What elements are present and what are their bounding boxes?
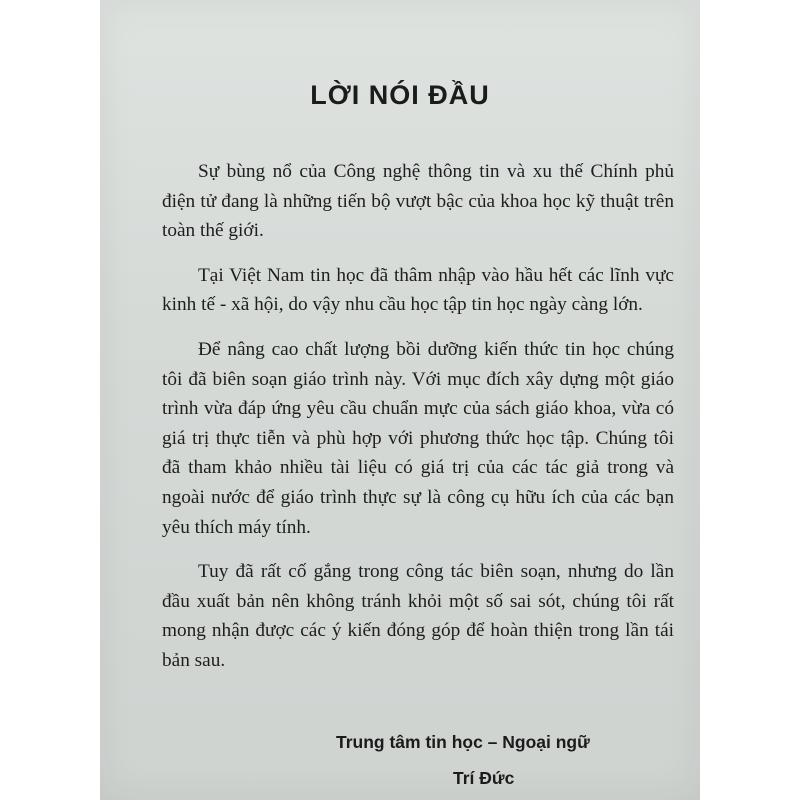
paragraph-4: Tuy đã rất cố gắng trong công tác biên soạn, nhưng do lần đầu xuất bản nên không tránh khỏi một số sai sót, chúng tôi rất mong nhận được các ý kiến đóng góp để hoàn thiện trong lần tái bản sau. — [162, 561, 674, 671]
paragraph-3: Để nâng cao chất lượng bồi dưỡng kiến thức tin học chúng tôi đã biên soạn giáo trình này. Với mục đích xây dựng một giáo trình vừa đáp ứng yêu cầu chuẩn mực của sách giáo khoa, vừa có giá trị thực tiễn và phù hợp với phương thức học tập. Chúng tôi đã tham khảo nhiều tài liệu có giá trị của các tác giả trong và ngoài nước để giáo trình thực sự là công cụ hữu ích của các bạn yêu thích máy tính. — [162, 338, 674, 538]
paragraph-2: Tại Việt Nam tin học đã thâm nhập vào hầu hết các lĩnh vực kinh tế - xã hội, do vậy nhu cầu học tập tin học ngày càng lớn. — [162, 264, 674, 316]
book-page — [100, 0, 700, 800]
page-title: LỜI NÓI ĐẦU — [310, 80, 490, 110]
signature-organization: Trung tâm tin học – Ngoại ngữ — [336, 732, 590, 752]
signature-name: Trí Đức — [453, 768, 515, 788]
preface-body — [162, 157, 674, 691]
paragraph-1: Sự bùng nổ của Công nghệ thông tin và xu thế Chính phủ điện tử đang là những tiến bộ vượt bậc của khoa học kỹ thuật trên toàn thế giới. — [162, 161, 674, 242]
